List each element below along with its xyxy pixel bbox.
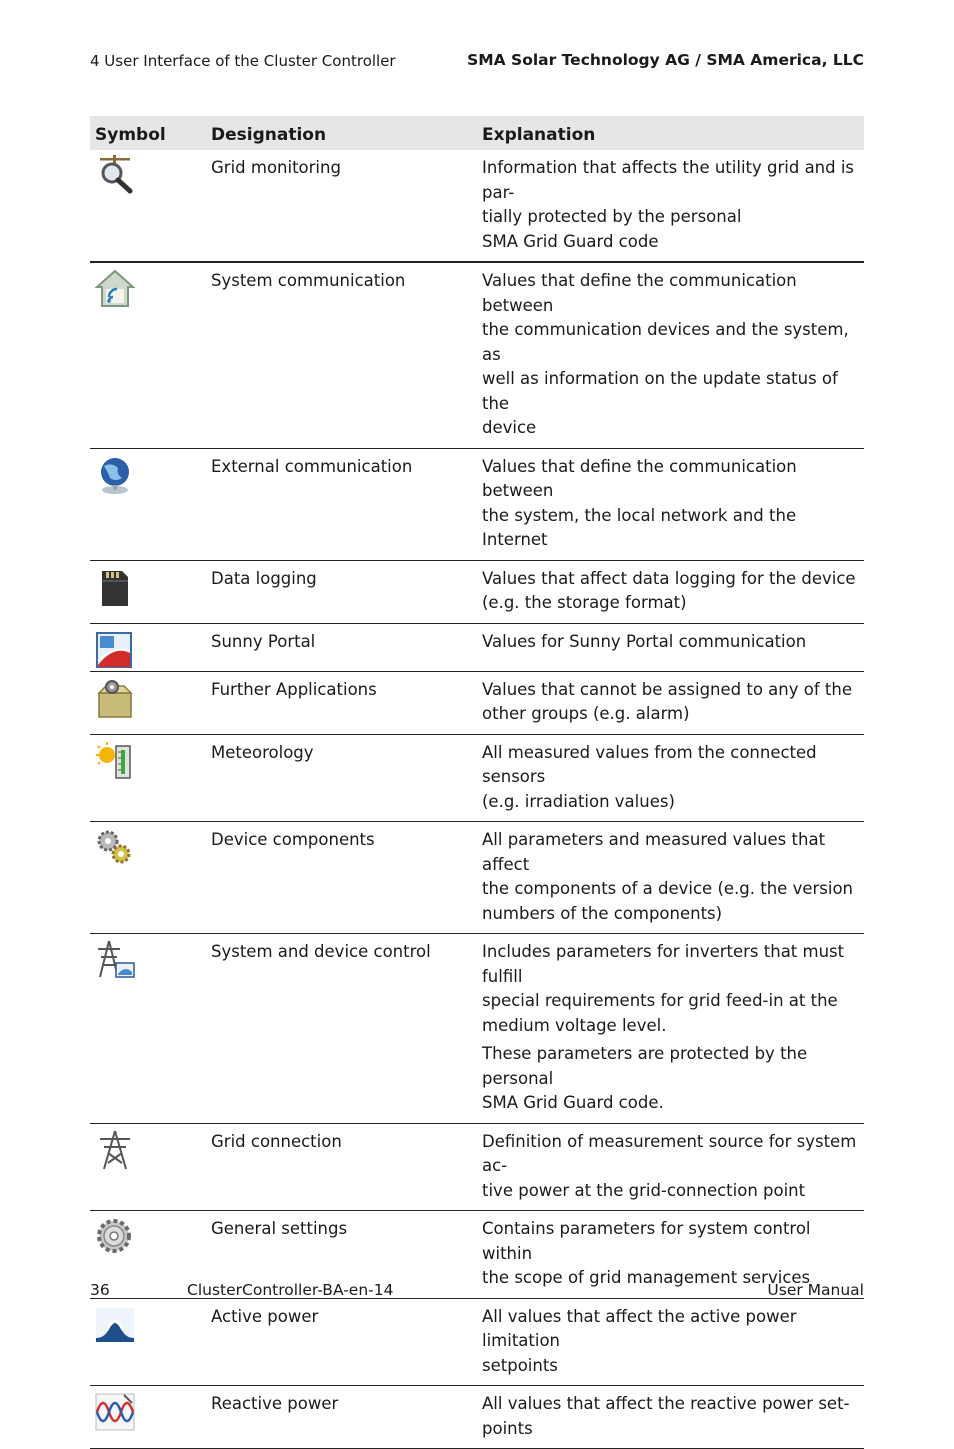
meteorology-icon bbox=[94, 740, 136, 782]
column-header-symbol: Symbol bbox=[95, 124, 166, 145]
explanation-cell bbox=[477, 1298, 864, 1386]
table-row bbox=[90, 623, 864, 671]
table-row bbox=[90, 1386, 864, 1449]
explanation-paragraph: Values that define the communication between the communication devices and the system, as well as information on the update status of the device bbox=[482, 271, 849, 437]
explanation-paragraph: All parameters and measured values that affect the components of a device (e.g. the version numbers of the components) bbox=[482, 830, 854, 923]
table-row bbox=[90, 448, 864, 560]
explanation-cell bbox=[477, 560, 864, 623]
explanation-paragraph: All values that affect the active power limitation setpoints bbox=[482, 1306, 797, 1375]
symbol-cell bbox=[90, 822, 206, 934]
general-settings-icon bbox=[94, 1216, 136, 1258]
designation-cell: Reactive power bbox=[211, 1394, 339, 1413]
symbol-cell bbox=[90, 150, 206, 262]
table-row bbox=[90, 734, 864, 822]
designation-cell: Sunny Portal bbox=[211, 631, 316, 651]
explanation-cell bbox=[477, 1386, 864, 1449]
table-row bbox=[90, 1123, 864, 1211]
explanation-paragraph: Definition of measurement source for system ac- tive power at the grid-connection point bbox=[482, 1131, 857, 1200]
explanation-paragraph: Information that affects the utility grid and is par- tially protected by the personal SMA Grid Guard code bbox=[482, 158, 855, 251]
grid-connection-icon bbox=[94, 1129, 136, 1171]
symbol-cell bbox=[90, 1386, 206, 1449]
header-company: SMA Solar Technology AG / SMA America, LLC bbox=[467, 51, 864, 69]
column-header-designation: Designation bbox=[211, 124, 327, 145]
table-header-row bbox=[90, 116, 864, 150]
table-row bbox=[90, 560, 864, 623]
designation-cell: System communication bbox=[211, 271, 406, 290]
symbol-cell bbox=[90, 1298, 206, 1386]
table-row bbox=[90, 1298, 864, 1386]
explanation-cell bbox=[477, 1123, 864, 1211]
system-communication-icon bbox=[94, 268, 136, 310]
symbol-cell bbox=[90, 671, 206, 734]
explanation-paragraph: Values that cannot be assigned to any of the other groups (e.g. alarm) bbox=[482, 679, 852, 723]
symbol-cell bbox=[90, 934, 206, 1124]
footer-doc-id: ClusterController-BA-en-14 bbox=[187, 1281, 394, 1299]
explanation-cell bbox=[477, 734, 864, 822]
table-row bbox=[90, 262, 864, 448]
explanation-cell bbox=[477, 623, 864, 671]
table-row bbox=[90, 934, 864, 1124]
symbol-cell bbox=[90, 1123, 206, 1211]
system-device-control-icon bbox=[94, 939, 136, 981]
device-components-icon bbox=[94, 827, 136, 869]
explanation-cell bbox=[477, 822, 864, 934]
explanation-paragraph: Values that affect data logging for the device (e.g. the storage format) bbox=[482, 568, 856, 612]
explanation-paragraph: These parameters are protected by the personal SMA Grid Guard code. bbox=[482, 1044, 808, 1112]
designation-cell: External communication bbox=[211, 456, 413, 476]
designation-cell: System and device control bbox=[211, 942, 431, 961]
data-logging-icon bbox=[94, 566, 136, 608]
further-applications-icon bbox=[94, 677, 136, 719]
sunny-portal-icon bbox=[94, 629, 136, 671]
designation-cell: Active power bbox=[211, 1306, 319, 1326]
explanation-paragraph: Includes parameters for inverters that must fulfill special requirements for grid feed-in at the medium voltage level. bbox=[482, 942, 845, 1035]
symbol-cell bbox=[90, 560, 206, 623]
designation-cell: Meteorology bbox=[211, 742, 314, 762]
designation-cell: Further Applications bbox=[211, 679, 377, 699]
reactive-power-icon bbox=[94, 1391, 136, 1433]
grid-monitoring-icon bbox=[94, 155, 136, 197]
explanation-paragraph: Values that define the communication between the system, the local network and the Internet bbox=[482, 456, 797, 549]
designation-cell: Device components bbox=[211, 830, 375, 849]
header-section-title: 4 User Interface of the Cluster Controller bbox=[90, 52, 396, 70]
explanation-cell bbox=[477, 448, 864, 560]
explanation-cell bbox=[477, 150, 864, 262]
designation-cell: General settings bbox=[211, 1219, 348, 1238]
designation-cell: Data logging bbox=[211, 568, 317, 588]
table-row bbox=[90, 671, 864, 734]
explanation-cell bbox=[477, 671, 864, 734]
explanation-cell bbox=[477, 262, 864, 448]
footer-page-number: 36 bbox=[90, 1281, 110, 1299]
table-row bbox=[90, 150, 864, 262]
designation-cell: Grid monitoring bbox=[211, 158, 341, 177]
symbol-cell bbox=[90, 734, 206, 822]
explanation-cell bbox=[477, 934, 864, 1124]
table-row bbox=[90, 822, 864, 934]
symbol-table bbox=[90, 116, 864, 1449]
explanation-paragraph: Contains parameters for system control within the scope of grid management services bbox=[482, 1219, 811, 1287]
explanation-paragraph: Values for Sunny Portal communication bbox=[482, 631, 807, 651]
symbol-cell bbox=[90, 623, 206, 671]
symbol-cell bbox=[90, 262, 206, 448]
explanation-paragraph: All measured values from the connected sensors (e.g. irradiation values) bbox=[482, 742, 817, 811]
explanation-paragraph: All values that affect the reactive power set- points bbox=[482, 1394, 850, 1438]
external-communication-icon bbox=[94, 454, 136, 496]
designation-cell: Grid connection bbox=[211, 1131, 342, 1151]
column-header-explanation: Explanation bbox=[482, 124, 596, 145]
symbol-cell bbox=[90, 448, 206, 560]
footer-doc-type: User Manual bbox=[767, 1281, 864, 1299]
active-power-icon bbox=[94, 1304, 136, 1346]
